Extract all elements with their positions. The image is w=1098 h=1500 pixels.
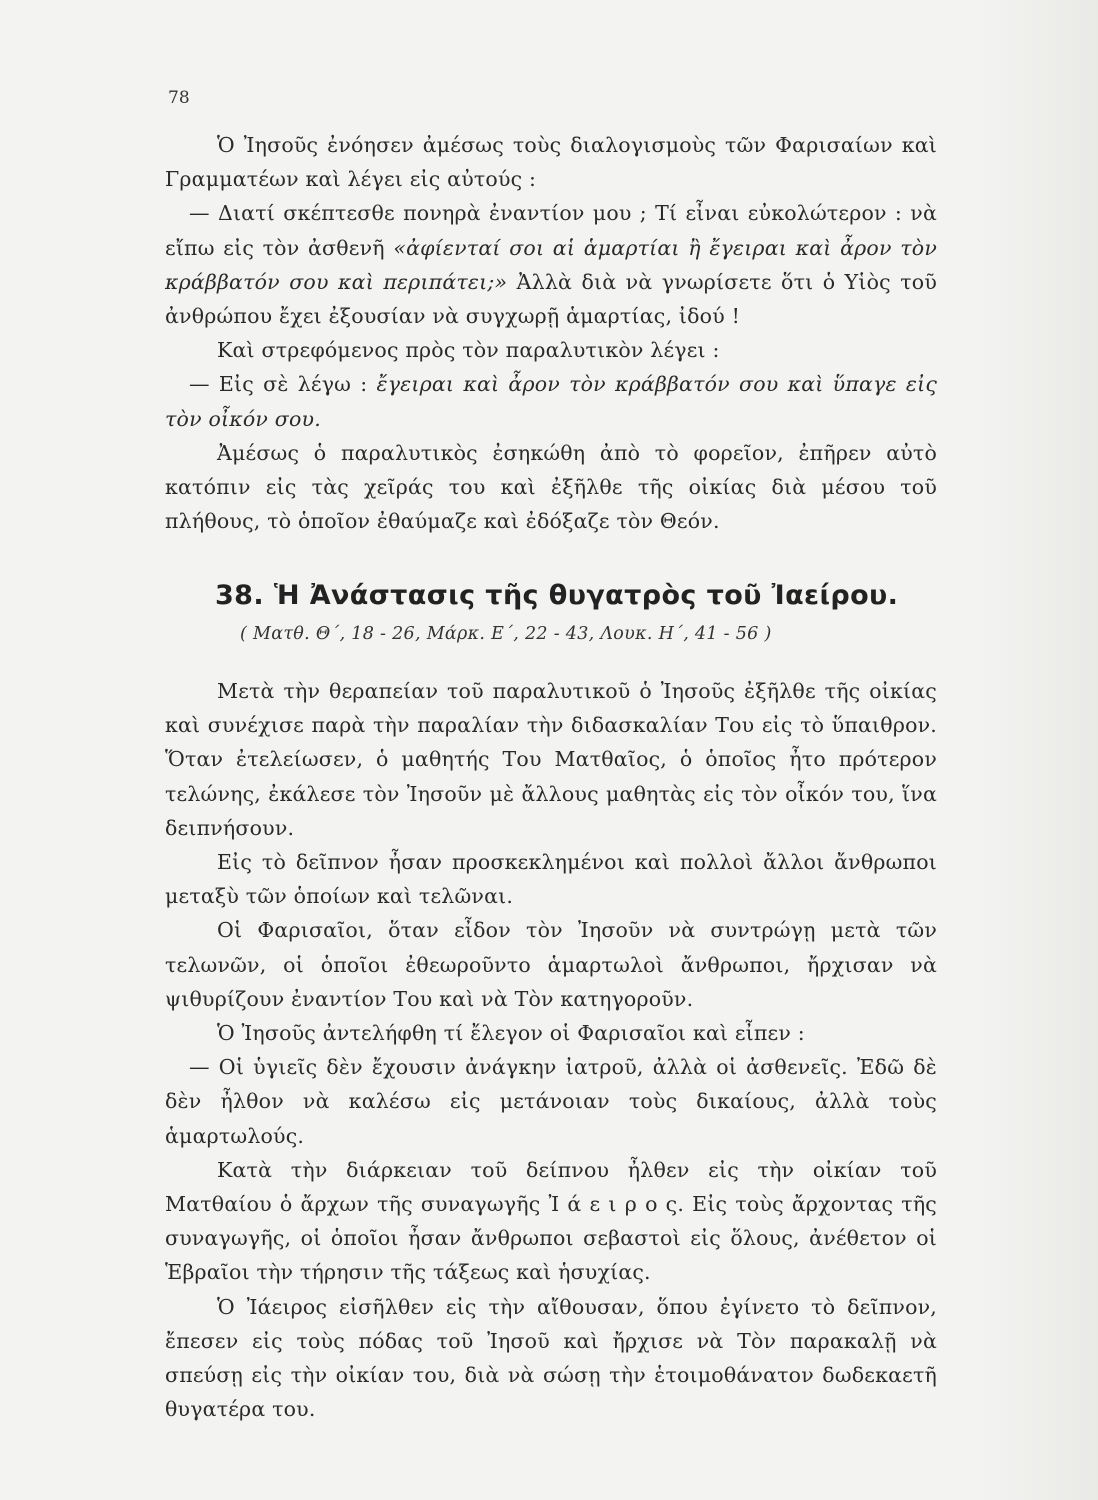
paragraph: Οἱ Φαρισαῖοι, ὅταν εἶδον τὸν Ἰησοῦν νὰ συντρώγῃ μετὰ τῶν τελωνῶν, οἱ ὁποῖοι ἐθεωροῦντο ἁμαρτωλοὶ ἄνθρωποι, ἤρχισαν νὰ ψιθυρίζουν ἐναντίον Του καὶ νὰ Τὸν κατηγοροῦν.: [165, 918, 937, 1011]
section-title: 38. Ἡ Ἀνάστασις τῆς θυγατρὸς τοῦ Ἰαείρου.: [215, 580, 899, 611]
paragraph: Ἀμέσως ὁ παραλυτικὸς ἐσηκώθη ἀπὸ τὸ φορεῖον, ἐπῆρεν αὐτὸ κατόπιν εἰς τὰς χεῖράς του καὶ ἐξῆλθε τῆς οἰκίας διὰ μέσου τοῦ πλήθους, τὸ ὁποῖον ἐθαύμαζε καὶ ἐδόξαζε τὸν Θεόν.: [165, 440, 937, 534]
dialogue-paragraph: [165, 367, 937, 435]
dialogue-text: Ἀλλὰ διὰ νὰ γνωρίσετε ὅτι ὁ Υἱὸς τοῦ ἀνθρώπου ἔχει ἐξουσίαν νὰ συγχωρῇ ἁμαρτίας, ἰδού !: [165, 269, 937, 329]
dialogue-paragraph: — Οἱ ὑγιεῖς δὲν ἔχουσιν ἀνάγκην ἰατροῦ, ἀλλὰ οἱ ἀσθενεῖς. Ἐδῶ δὲ δὲν ἦλθον νὰ καλέσω εἰς μετάνοιαν τοὺς δικαίους, ἀλλὰ τοὺς ἁμαρτωλούς.: [165, 1055, 937, 1148]
paragraph: Εἰς τὸ δεῖπνον ἦσαν προσκεκλημένοι καὶ πολλοὶ ἄλλοι ἄνθρωποι μεταξὺ τῶν ὁποίων καὶ τελῶναι.: [165, 850, 937, 909]
paragraph: Ὁ Ἰάειρος εἰσῆλθεν εἰς τὴν αἴθουσαν, ὅπου ἐγίνετο τὸ δεῖπνον, ἔπεσεν εἰς τοὺς πόδας τοῦ Ἰησοῦ καὶ ἤρχισε νὰ Τὸν παρακαλῇ νὰ σπεύσῃ εἰς τὴν οἰκίαν του, διὰ νὰ σώσῃ τὴν ἑτοιμοθάνατον δωδεκαετῆ θυγατέρα του.: [165, 1294, 937, 1422]
dialogue-paragraph: [165, 196, 937, 333]
paragraph: Ὁ Ἰησοῦς ἐνόησεν ἀμέσως τοὺς διαλογισμοὺς τῶν Φαρισαίων καὶ Γραμματέων καὶ λέγει εἰς αὐτούς :: [165, 133, 937, 192]
text-block-2: [165, 674, 937, 1426]
text-block-1: [165, 128, 937, 538]
paragraph: Καὶ στρεφόμενος πρὸς τὸν παραλυτικὸν λέγει :: [217, 338, 720, 363]
quoted-italic-text: «ἀφίενταί σοι αἱ ἁμαρτίαι ἢ ἔγειραι καὶ ἆρον τὸν κράββατόν σου καὶ περιπάτει;»: [165, 235, 937, 294]
paragraph: Ὁ Ἰησοῦς ἀντελήφθη τί ἔλεγον οἱ Φαρισαῖοι καὶ εἶπεν :: [217, 1021, 805, 1046]
facing-page-shadow: [978, 0, 1098, 1500]
paragraph: Μετὰ τὴν θεραπείαν τοῦ παραλυτικοῦ ὁ Ἰησοῦς ἐξῆλθε τῆς οἰκίας καὶ συνέχισε παρὰ τὴν παραλίαν τὴν διδασκαλίαν Του εἰς τὸ ὕπαιθρον. Ὅταν ἐτελείωσεν, ὁ μαθητής Του Ματθαῖος, ὁ ὁποῖος ἦτο πρότερον τελώνης, ἐκάλεσε τὸν Ἰησοῦν μὲ ἄλλους μαθητὰς εἰς τὸν οἶκόν του, ἵνα δειπνήσουν.: [165, 679, 937, 840]
quoted-italic-text: ἔγειραι καὶ ἆρον τὸν κράββατόν σου καὶ ὕπαγε εἰς τὸν οἶκόν σου.: [165, 372, 938, 431]
dialogue-text: — Διατί σκέπτεσθε πονηρὰ ἐναντίον μου ; Τί εἶναι εὐκολώτερον : νὰ εἴπω εἰς τὸν ἀσθενῆ: [165, 201, 937, 260]
scripture-references: ( Ματθ. Θ΄, 18 - 26, Μάρκ. Ε΄, 22 - 43, Λουκ. Η΄, 41 - 56 ): [240, 624, 772, 644]
dialogue-text: — Εἰς σὲ λέγω :: [189, 372, 377, 397]
paragraph: Κατὰ τὴν διάρκειαν τοῦ δείπνου ἦλθεν εἰς τὴν οἰκίαν τοῦ Ματθαίου ὁ ἄρχων τῆς συναγωγῆς Ἰ ά ε ι ρ ο ς. Εἰς τοὺς ἄρχοντας τῆς συναγωγῆς, οἱ ὁποῖοι ἦσαν ἄνθρωποι σεβαστοὶ εἰς ὅλους, ἀνέθετον οἱ Ἑβραῖοι τὴν τήρησιν τῆς τάξεως καὶ ἡσυχίας.: [165, 1157, 937, 1285]
page-number: 78: [168, 88, 190, 108]
